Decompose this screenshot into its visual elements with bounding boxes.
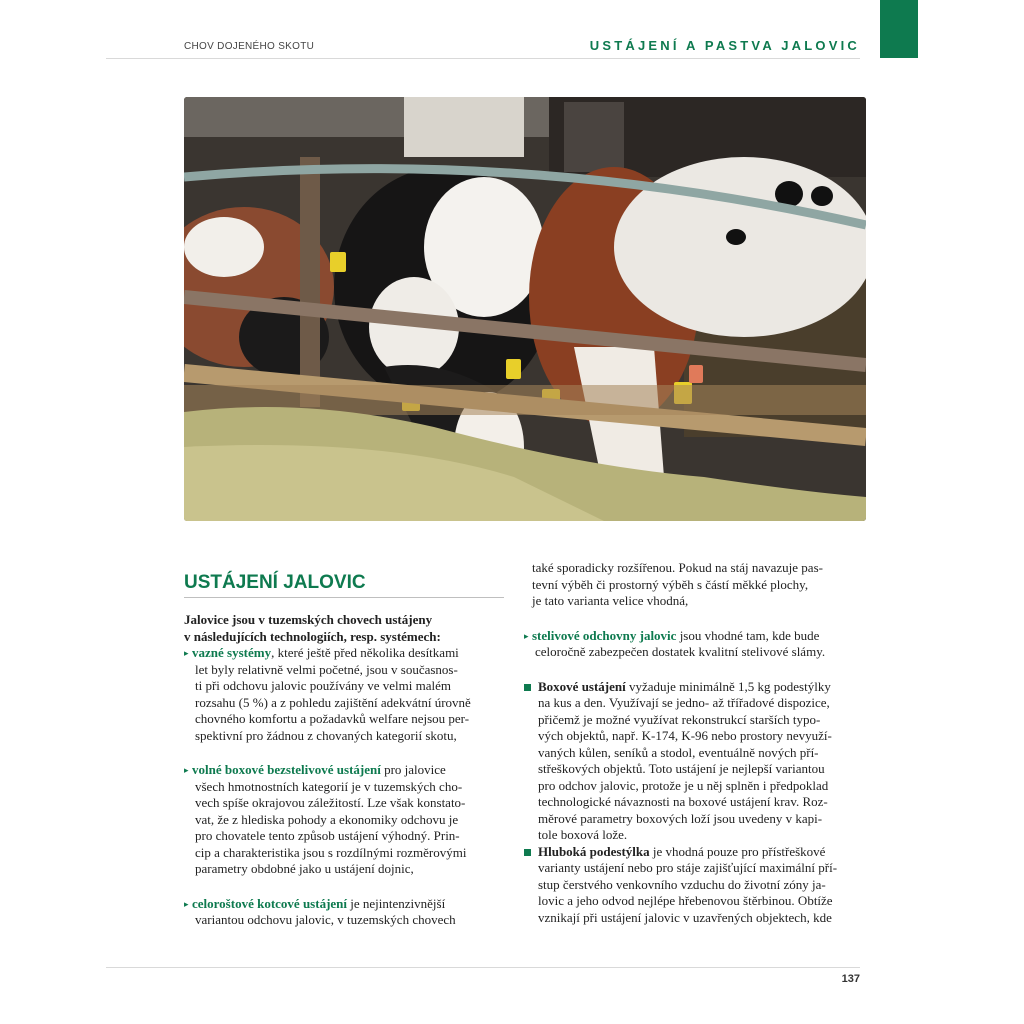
bullet-term: volné boxové bezstelivové ustájení [192,762,381,777]
footer-rule [106,967,860,968]
bullet-line: všech hmotnostních kategorií je v tuzemských cho- [195,778,463,794]
square-lead: je vhodná pouze pro přístřeškové [649,843,826,859]
bullet-term: celoroštové kotcové ustájení [192,895,348,911]
left-column [184,612,508,929]
arrow-bullet-icon: ▸ [184,898,189,909]
bullet-line: celoročně zabezpečen dostatek kvalitní stelivové slámy. [535,644,826,659]
bullet-line: let byly relativně velmi početné, jsou v současnos- [195,661,458,677]
bullet-lead: pro jalovice [380,762,446,777]
square-item-hluboka [524,844,864,927]
square-line: vaných kůlen, seníků a stodol, eventuálně nových pří- [538,744,819,760]
bullet-item-stelivove [524,628,864,661]
bullet-line: pro chovatele tento způsob ustájení výhodný. Prin- [195,828,460,843]
right-column [524,560,864,926]
running-head-book-title: CHOV DOJENÉHO SKOTU [184,41,315,52]
continuation-line: tevní výběh či prostorný výběh s částí měkké plochy, [532,576,809,592]
header-rule [106,58,860,59]
square-item-boxove [524,679,864,844]
bullet-line: variantou odchovu jalovic, v tuzemských chovech [195,912,456,927]
arrow-bullet-icon: ▸ [184,648,189,658]
square-line: vznikají při ustájení jalovic v uzavřených objektech, kde [538,909,832,925]
bullet-line: parametry obdobné jako u ustájení dojnic, [195,861,414,876]
square-line: stup čerstvého venkovního vzduchu do životní zóny ja- [538,876,826,892]
continuation-line: také sporadicky rozšířenou. Pokud na stáj navazuje pas- [532,560,823,575]
bullet-line: chovného komfortu a požadavků welfare nejsou per- [195,711,470,726]
bullet-line: vech spíše okrajovou záležitostí. Lze však konstato- [195,795,466,810]
bullet-item-boxove-bezstelivove [184,762,508,878]
continuation-paragraph [524,560,864,610]
intro-line: Jalovice jsou v tuzemských chovech ustájeny [184,612,433,627]
square-term: Hluboká podestýlka [538,843,650,859]
square-lead: vyžaduje minimálně 1,5 kg podestýlky [625,678,831,694]
section-title: USTÁJENÍ JALOVIC [184,572,366,593]
bullet-line: rozsahu (5 %) a z pohledu zajištění adekvátní úrovně [195,694,471,710]
heifers-feeding-photo [184,97,866,521]
chapter-color-tab [880,0,918,58]
bullet-term: vazné systémy [192,645,272,660]
section-title-rule [184,597,504,598]
square-line: přičemž je možné využívat rekonstrukcí starších typo- [538,711,821,727]
bullet-lead: , které ještě před několika desítkami [271,645,459,660]
arrow-bullet-icon: ▸ [524,630,529,641]
square-line: pro odchov jalovic, protože je u něj splněn i předpoklad [538,777,829,793]
square-line: střeškových objektů. Toto ustájení je nejlepší variantou [538,761,825,776]
square-line: lovic a jeho odvod nejlépe hřebenovou štěrbinou. Obtíže [538,893,833,908]
bullet-line: cip a charakteristika jsou s rozdílnými rozměrovými [195,844,467,860]
bullet-lead: jsou vhodné tam, kde bude [676,627,820,643]
continuation-line: je tato varianta velice vhodná, [532,593,689,608]
bullet-item-celorostove [184,896,508,929]
bullet-line: spektivní pro žádnou z chovaných kategorií skotu, [195,727,457,743]
square-line: vých objektů, např. K-174, K-96 nebo prostory nevyuží- [538,728,832,743]
bullet-item-vazne [184,645,508,744]
square-line: varianty ustájení nebo pro stáje zajišťující maximální pří- [538,860,838,875]
bullet-term: stelivové odchovny jalovic [532,627,677,643]
square-line: na kus a den. Využívají se jedno- až třířadové dispozice, [538,695,830,710]
running-head-chapter-title: USTÁJENÍ A PASTVA JALOVIC [589,38,860,53]
square-bullet-icon [524,684,531,691]
square-line: technologické návaznosti na boxové ustájení krav. Roz- [538,794,828,809]
intro-paragraph [184,612,508,645]
page-number: 137 [841,973,860,985]
bullet-line: vat, že z hlediska pohody a ekonomiky odchovu je [195,811,459,827]
square-term: Boxové ustájení [538,678,626,694]
arrow-bullet-icon: ▸ [184,765,189,775]
square-bullet-icon [524,849,531,856]
intro-line: v následujících technologiích, resp. systémech: [184,628,441,644]
bullet-line: ti při odchovu jalovic používány ve velmi malém [195,678,451,693]
square-line: tole boxová lože. [538,827,628,842]
bullet-lead: je nejintenzivnější [347,895,446,911]
square-line: měrové parametry boxových loží jsou uvedeny v kapi- [538,810,823,826]
